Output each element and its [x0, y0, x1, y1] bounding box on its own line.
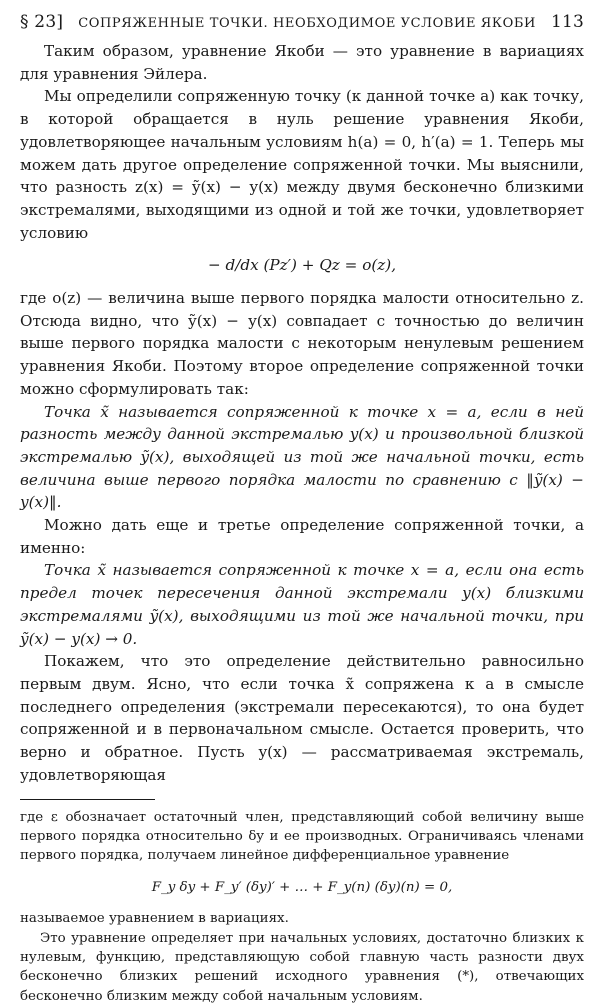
equation-jacobi-condition: − d/dx (Pz′) + Qz = o(z), — [20, 254, 584, 277]
footnote-equation: F_y δy + F_y′ (δy)′ + … + F_y(n) (δy)(n) = 0, — [20, 878, 584, 897]
paragraph-1: Таким образом, уравнение Якоби — это уравнение в вариациях для уравнения Эйлера. — [20, 40, 584, 85]
main-text — [20, 40, 584, 787]
paragraph-4: Можно дать еще и третье определение сопряженной точки, а именно: — [20, 514, 584, 559]
running-title: СОПРЯЖЕННЫЕ ТОЧКИ. НЕОБХОДИМОЕ УСЛОВИЕ ЯКОБИ — [78, 16, 536, 31]
page-number: 113 — [551, 12, 584, 32]
running-header — [20, 12, 584, 40]
paragraph-5: Покажем, что это определение действительно равносильно первым двум. Ясно, что если точка x̃ сопряжена к a в смысле последнего определения (экстремали пересекаются), то она будет сопряженной и в первоначальном смысле. Остается проверить, что верно и обратное. Пусть y(x) — рассматриваемая экстремаль, удовлетворяющая — [20, 650, 584, 786]
footnote — [20, 808, 584, 1006]
footnote-paragraph-3: Это уравнение определяет при начальных условиях, достаточно близких к нулевым, функцию, представляющую собой главную часть разности двух бесконечно близких решений исходного уравнения (*), отвечающих бесконечно близким между собой начальным условиям. — [20, 929, 584, 1006]
footnote-paragraph-2: называемое уравнением в вариациях. — [20, 909, 584, 928]
footnote-paragraph-1: где ε обозначает остаточный член, представляющий собой величину выше первого порядка относительно δy и ее производных. Ограничиваясь членами первого порядка, получаем линейное дифференциальное уравнение — [20, 808, 584, 866]
definition-3: Точка x̃ называется сопряженной к точке x = a, если она есть предел точек пересечения данной экстремали y(x) близкими экстремалями ỹ(x), выходящими из той же начальной точки, при ỹ(x) − y(x) → 0. — [20, 559, 584, 650]
page — [20, 12, 584, 1006]
section-number: § 23] — [20, 12, 63, 32]
definition-2: Точка x̃ называется сопряженной к точке x = a, если в ней разность между данной экстремалью y(x) и произвольной близкой экстремалью ỹ(x), выходящей из той же начальной точки, есть величина выше первого порядка малости по сравнению с ‖ỹ(x) − y(x)‖. — [20, 401, 584, 515]
paragraph-2: Мы определили сопряженную точку (к данной точке a) как точку, в которой обращается в нуль решение уравнения Якоби, удовлетворяющее начальным условиям h(a) = 0, h′(a) = 1. Теперь мы можем дать другое определение сопряженной точки. Мы выяснили, что разность z(x) = ỹ(x) − y(x) между двумя бесконечно близкими экстремалями, выходящими из одной и той же точки, удовлетворяет условию — [20, 85, 584, 244]
footnote-divider — [20, 799, 155, 800]
paragraph-3: где o(z) — величина выше первого порядка малости относительно z. Отсюда видно, что ỹ(x) − y(x) совпадает с точностью до величин выше первого порядка малости с некоторым ненулевым решением уравнения Якоби. Поэтому второе определение сопряженной точки можно сформулировать так: — [20, 287, 584, 401]
